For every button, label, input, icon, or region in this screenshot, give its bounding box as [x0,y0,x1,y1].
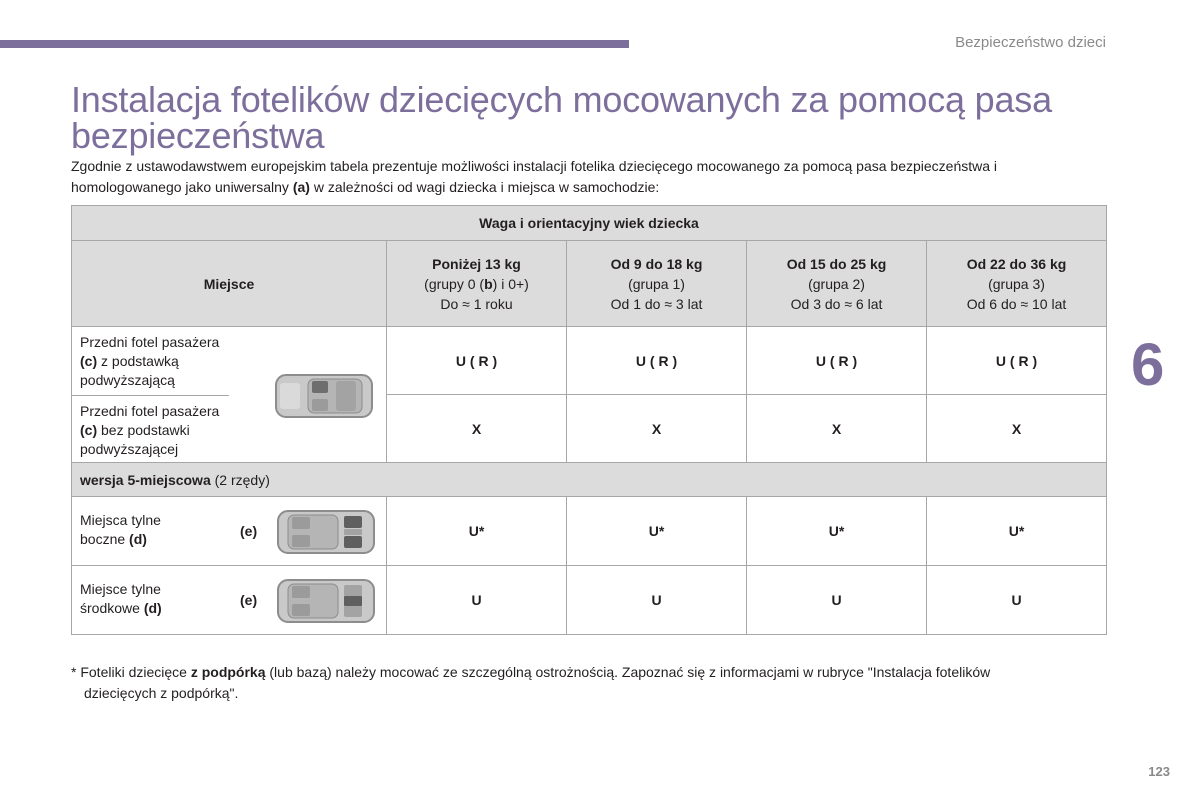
front-nobooster-value-3: X [927,395,1107,463]
car-rear-side-icon [274,507,378,557]
front-nobooster-value-0: X [387,395,567,463]
rear-side-value-1: U* [567,497,747,566]
front-row-label-with-booster: Przedni fotel pasażera (c) z podstawką podwyższającą [80,334,220,388]
page-title-line-1: Instalacja fotelików dziecięcych mocowanych za pomocą pasa [71,79,1052,120]
front-booster-value-1: U ( R ) [567,327,747,395]
rear-center-value-3: U [927,566,1107,635]
column-header-2: Od 15 do 25 kg (grupa 2) Od 3 do ≈ 6 lat [747,241,927,327]
rear-center-value-1: U [567,566,747,635]
rear-side-place-cell [72,497,387,566]
rear-center-value-2: U [747,566,927,635]
car-front-seat-icon [272,371,376,421]
rear-side-value-2: U* [747,497,927,566]
child-seat-table [71,205,1107,635]
front-nobooster-value-1: X [567,395,747,463]
rear-side-value-0: U* [387,497,567,566]
rear-side-value-3: U* [927,497,1107,566]
front-nobooster-value-2: X [747,395,927,463]
column-header-3: Od 22 do 36 kg (grupa 3) Od 6 do ≈ 10 lat [927,241,1107,327]
table-row [72,327,1107,395]
rear-center-value-0: U [387,566,567,635]
rear-side-note: (e) [240,523,258,539]
rear-center-label: Miejsce tylne środkowe (d) [80,581,162,616]
column-header-0: Poniżej 13 kg (grupy 0 (b) i 0+) Do ≈ 1 roku [387,241,567,327]
table-row [72,566,1107,635]
footnote: * Foteliki dziecięce z podpórką (lub bazą) należy mocować ze szczególną ostrożnością. Zapoznać się z informacjami w rubryce "Instalacja fotelików dziecięcych z podpórką". [71,664,991,701]
table-row [72,497,1107,566]
front-booster-value-3: U ( R ) [927,327,1107,395]
place-header: Miejsce [72,241,387,327]
front-row-label-without-booster: Przedni fotel pasażera (c) bez podstawki podwyższającej [80,403,220,457]
version-row [72,463,1107,497]
rear-center-note: (e) [240,592,258,608]
weight-header: Waga i orientacyjny wiek dziecka [72,206,1107,241]
page-title-line-2: bezpieczeństwa [71,115,325,156]
version-label: wersja 5-miejscowa (2 rzędy) [72,463,1107,497]
chapter-number: 6 [1131,331,1165,398]
car-rear-center-icon [274,576,378,626]
page-title [71,79,1111,156]
rear-center-place-cell [72,566,387,635]
front-place-cell [72,327,387,463]
rear-side-label: Miejsca tylne boczne (d) [80,512,161,547]
page-number: 123 [1148,764,1170,779]
front-booster-value-2: U ( R ) [747,327,927,395]
column-header-1: Od 9 do 18 kg (grupa 1) Od 1 do ≈ 3 lat [567,241,747,327]
header-accent-bar [0,40,629,48]
section-title: Bezpieczeństwo dzieci [955,34,1106,51]
intro-paragraph: Zgodnie z ustawodawstwem europejskim tabela prezentuje możliwości instalacji fotelika dziecięcego mocowanego za pomocą pasa bezpieczeństwa i homologowanego jako uniwersalny (a) w zależności od wagi dziecka i miejsca w samochodzie: [71,158,998,195]
front-booster-value-0: U ( R ) [387,327,567,395]
